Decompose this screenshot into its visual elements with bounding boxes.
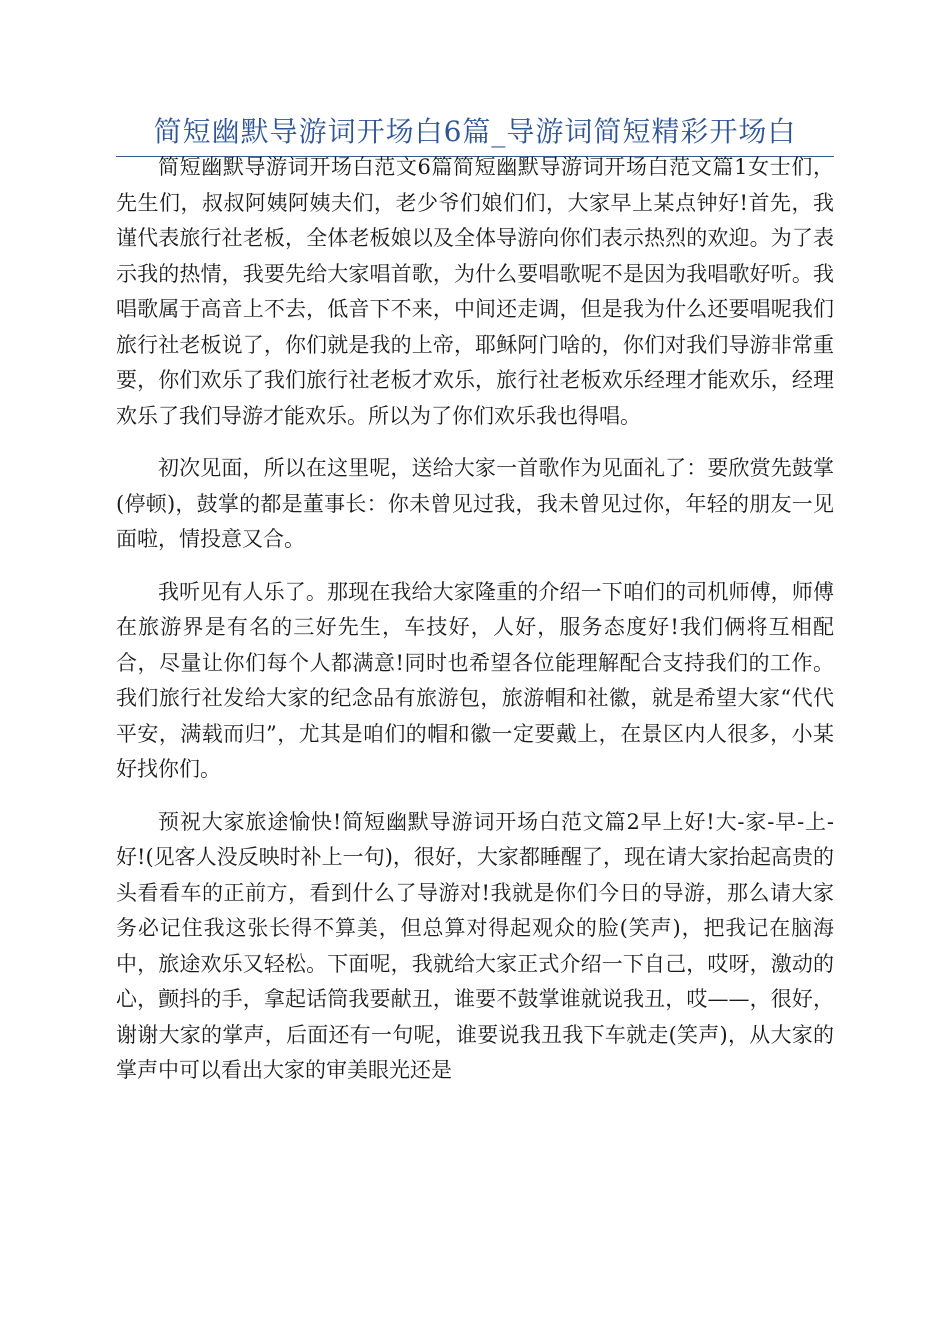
paragraph-4: 预祝大家旅途愉快!简短幽默导游词开场白范文篇2早上好!大-家-早-上-好!(见客人没反映时补上一句)，很好，大家都睡醒了，现在请大家抬起高贵的头看看车的正前方，看到什么了导游对!我就是你们今日的导游，那么请大家务必记住我这张长得不算美，但总算对得起观众的脸(笑声)，把我记在脑海中，旅途欢乐又轻松。下面呢，我就给大家正式介绍一下自己，哎呀，激动的心，颤抖的手，拿起话筒我要献丑，谁要不鼓掌谁就说我丑，哎——，很好，谢谢大家的掌声，后面还有一句呢，谁要说我丑我下车就走(笑声)，从大家的掌声中可以看出大家的审美眼光还是 bbox=[116, 809, 834, 1082]
paragraph-2: 初次见面，所以在这里呢，送给大家一首歌作为见面礼了：要欣赏先鼓掌(停顿)，鼓掌的都是董事长：你未曾见过我，我未曾见过你，年轻的朋友一见面啦，情投意又合。 bbox=[116, 456, 834, 551]
paragraph-3: 我听见有人乐了。那现在我给大家隆重的介绍一下咱们的司机师傅，师傅在旅游界是有名的三好先生，车技好，人好，服务态度好!我们俩将互相配合，尽量让你们每个人都满意!同时也希望各位能理解配合支持我们的工作。我们旅行社发给大家的纪念品有旅游包，旅游帽和社徽，就是希望大家“代代平安，满载而归”，尤其是咱们的帽和徽一定要戴上，在景区内人很多，小某好找你们。 bbox=[116, 579, 834, 781]
document-body bbox=[116, 150, 834, 1106]
paragraph-1: 简短幽默导游词开场白范文6篇简短幽默导游词开场白范文篇1女士们，先生们，叔叔阿姨阿姨夫们，老少爷们娘们们，大家早上某点钟好!首先，我谨代表旅行社老板，全体老板娘以及全体导游向你们表示热烈的欢迎。为了表示我的热情，我要先给大家唱首歌，为什么要唱歌呢不是因为我唱歌好听。我唱歌属于高音上不去，低音下不来，中间还走调，但是我为什么还要唱呢我们旅行社老板说了，你们就是我的上帝，耶稣阿门啥的，你们对我们导游非常重要，你们欢乐了我们旅行社老板才欢乐，旅行社老板欢乐经理才能欢乐，经理欢乐了我们导游才能欢乐。所以为了你们欢乐我也得唱。 bbox=[116, 155, 834, 428]
document-title: 简短幽默导游词开场白6篇_导游词简短精彩开场白 bbox=[153, 115, 797, 148]
